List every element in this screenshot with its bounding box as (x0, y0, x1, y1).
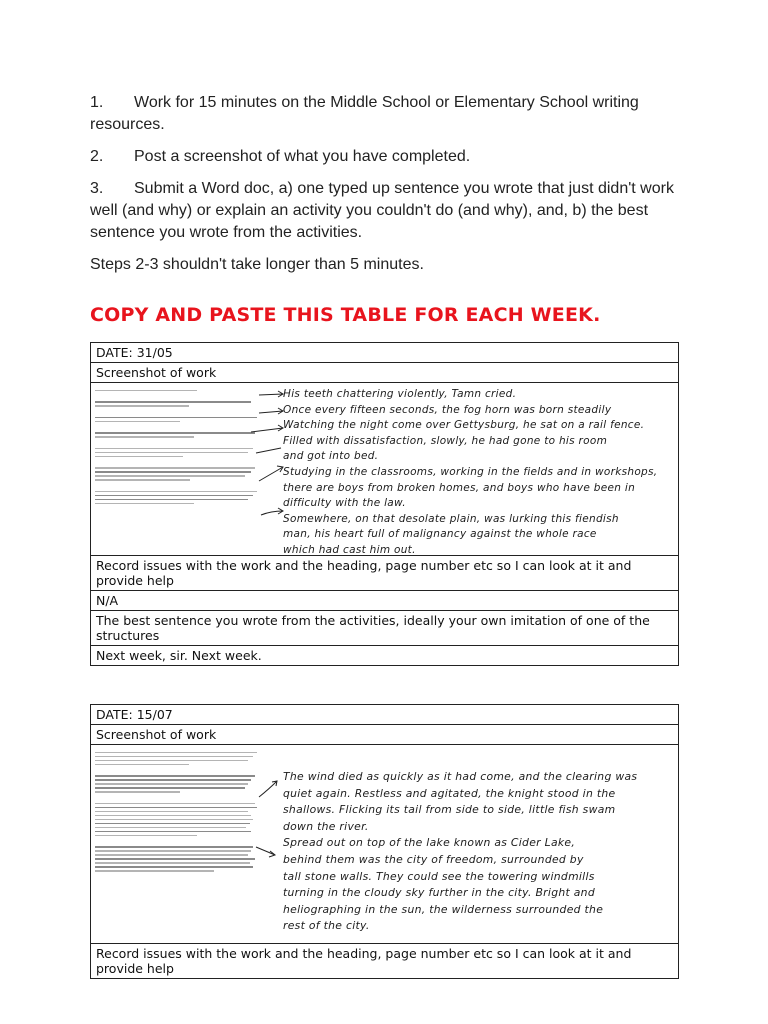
screenshot-label-cell: Screenshot of work (91, 363, 679, 383)
handwriting-line: His teeth chattering violently, Tamn cried. (283, 388, 517, 400)
section-heading: COPY AND PASTE THIS TABLE FOR EACH WEEK. (90, 304, 601, 326)
record-issues-label: Record issues with the work and the heading, page number etc so I can look at it and provide help (91, 944, 679, 979)
document-page (90, 92, 680, 979)
handwriting-line: Somewhere, on that desolate plain, was lurking this fiendish (283, 512, 619, 525)
best-sentence-value[interactable]: Next week, sir. Next week. (91, 646, 679, 666)
step-text: Work for 15 minutes on the Middle School or Elementary School writing resources. (90, 94, 639, 133)
instruction-step-1 (90, 92, 680, 136)
table-row (91, 611, 679, 646)
screenshot-cell (91, 745, 679, 944)
table-row (91, 646, 679, 666)
table-row (91, 944, 679, 979)
best-sentence-label: The best sentence you wrote from the activities, ideally your own imitation of one of the structures (91, 611, 679, 646)
table-row (91, 556, 679, 591)
handwriting-line: tall stone walls. They could see the towering windmills (283, 869, 595, 883)
handwriting-line: Watching the night come over Gettysburg, he sat on a rail fence. (283, 419, 645, 432)
handwriting-line: Studying in the classrooms, working in the fields and in workshops, (283, 465, 658, 478)
table-row (91, 591, 679, 611)
screenshot-image (91, 383, 678, 555)
handwriting-line: which had cast him out. (283, 543, 416, 555)
step-number: 3. (90, 180, 104, 197)
table-row (91, 343, 679, 363)
date-cell: DATE: 15/07 (91, 705, 679, 725)
handwriting-line: Spread out on top of the lake known as Cider Lake, (283, 836, 576, 850)
handwritten-answers (283, 769, 637, 935)
handwriting-line: behind them was the city of freedom, surrounded by (283, 852, 584, 866)
table-row (91, 745, 679, 944)
step-text: Submit a Word doc, a) one typed up sentence you wrote that just didn't work well (and why) or explain an activity you couldn't do (and why), and, b) the best sentence you wrote from the activities. (90, 180, 674, 241)
handwriting-line: there are boys from broken homes, and boys who have been in (283, 481, 636, 494)
handwriting-line: man, his heart full of malignancy against the whole race (283, 528, 597, 541)
handwriting-line: difficulty with the law. (283, 497, 406, 510)
record-issues-label: Record issues with the work and the heading, page number etc so I can look at it and provide help (91, 556, 679, 591)
step-number: 2. (90, 148, 104, 165)
screenshot-cell (91, 383, 679, 556)
handwriting-line: Filled with dissatisfaction, slowly, he had gone to his room (283, 434, 608, 447)
handwriting-line: rest of the city. (283, 919, 370, 933)
handwriting-line: heliographing in the sun, the wilderness surrounded the (283, 902, 604, 916)
screenshot-image (91, 745, 678, 943)
handwriting-line: turning in the cloudy sky further in the city. Bright and (283, 886, 595, 900)
screenshot-label-cell: Screenshot of work (91, 725, 679, 745)
week-table-2 (90, 704, 679, 979)
week-table-1 (90, 342, 679, 666)
handwriting-line: quiet again. Restless and agitated, the knight stood in the (283, 786, 616, 800)
table-row (91, 363, 679, 383)
table-row (91, 383, 679, 556)
table-row (91, 725, 679, 745)
instruction-step-2 (90, 146, 680, 168)
handwriting-line: down the river. (283, 819, 369, 833)
step-text: Post a screenshot of what you have completed. (134, 148, 471, 165)
handwriting-line: Once every fifteen seconds, the fog horn was born steadily (283, 403, 612, 416)
record-issues-value[interactable]: N/A (91, 591, 679, 611)
handwriting-line: The wind died as quickly as it had come, and the clearing was (283, 770, 638, 783)
step-number: 1. (90, 94, 104, 111)
instruction-step-3 (90, 178, 680, 244)
handwriting-line: shallows. Flicking its tail from side to side, little fish swam (283, 803, 616, 817)
table-row (91, 705, 679, 725)
handwritten-answers (283, 387, 657, 555)
handwriting-line: and got into bed. (283, 450, 379, 463)
time-note: Steps 2-3 shouldn't take longer than 5 minutes. (90, 256, 424, 273)
date-cell: DATE: 31/05 (91, 343, 679, 363)
